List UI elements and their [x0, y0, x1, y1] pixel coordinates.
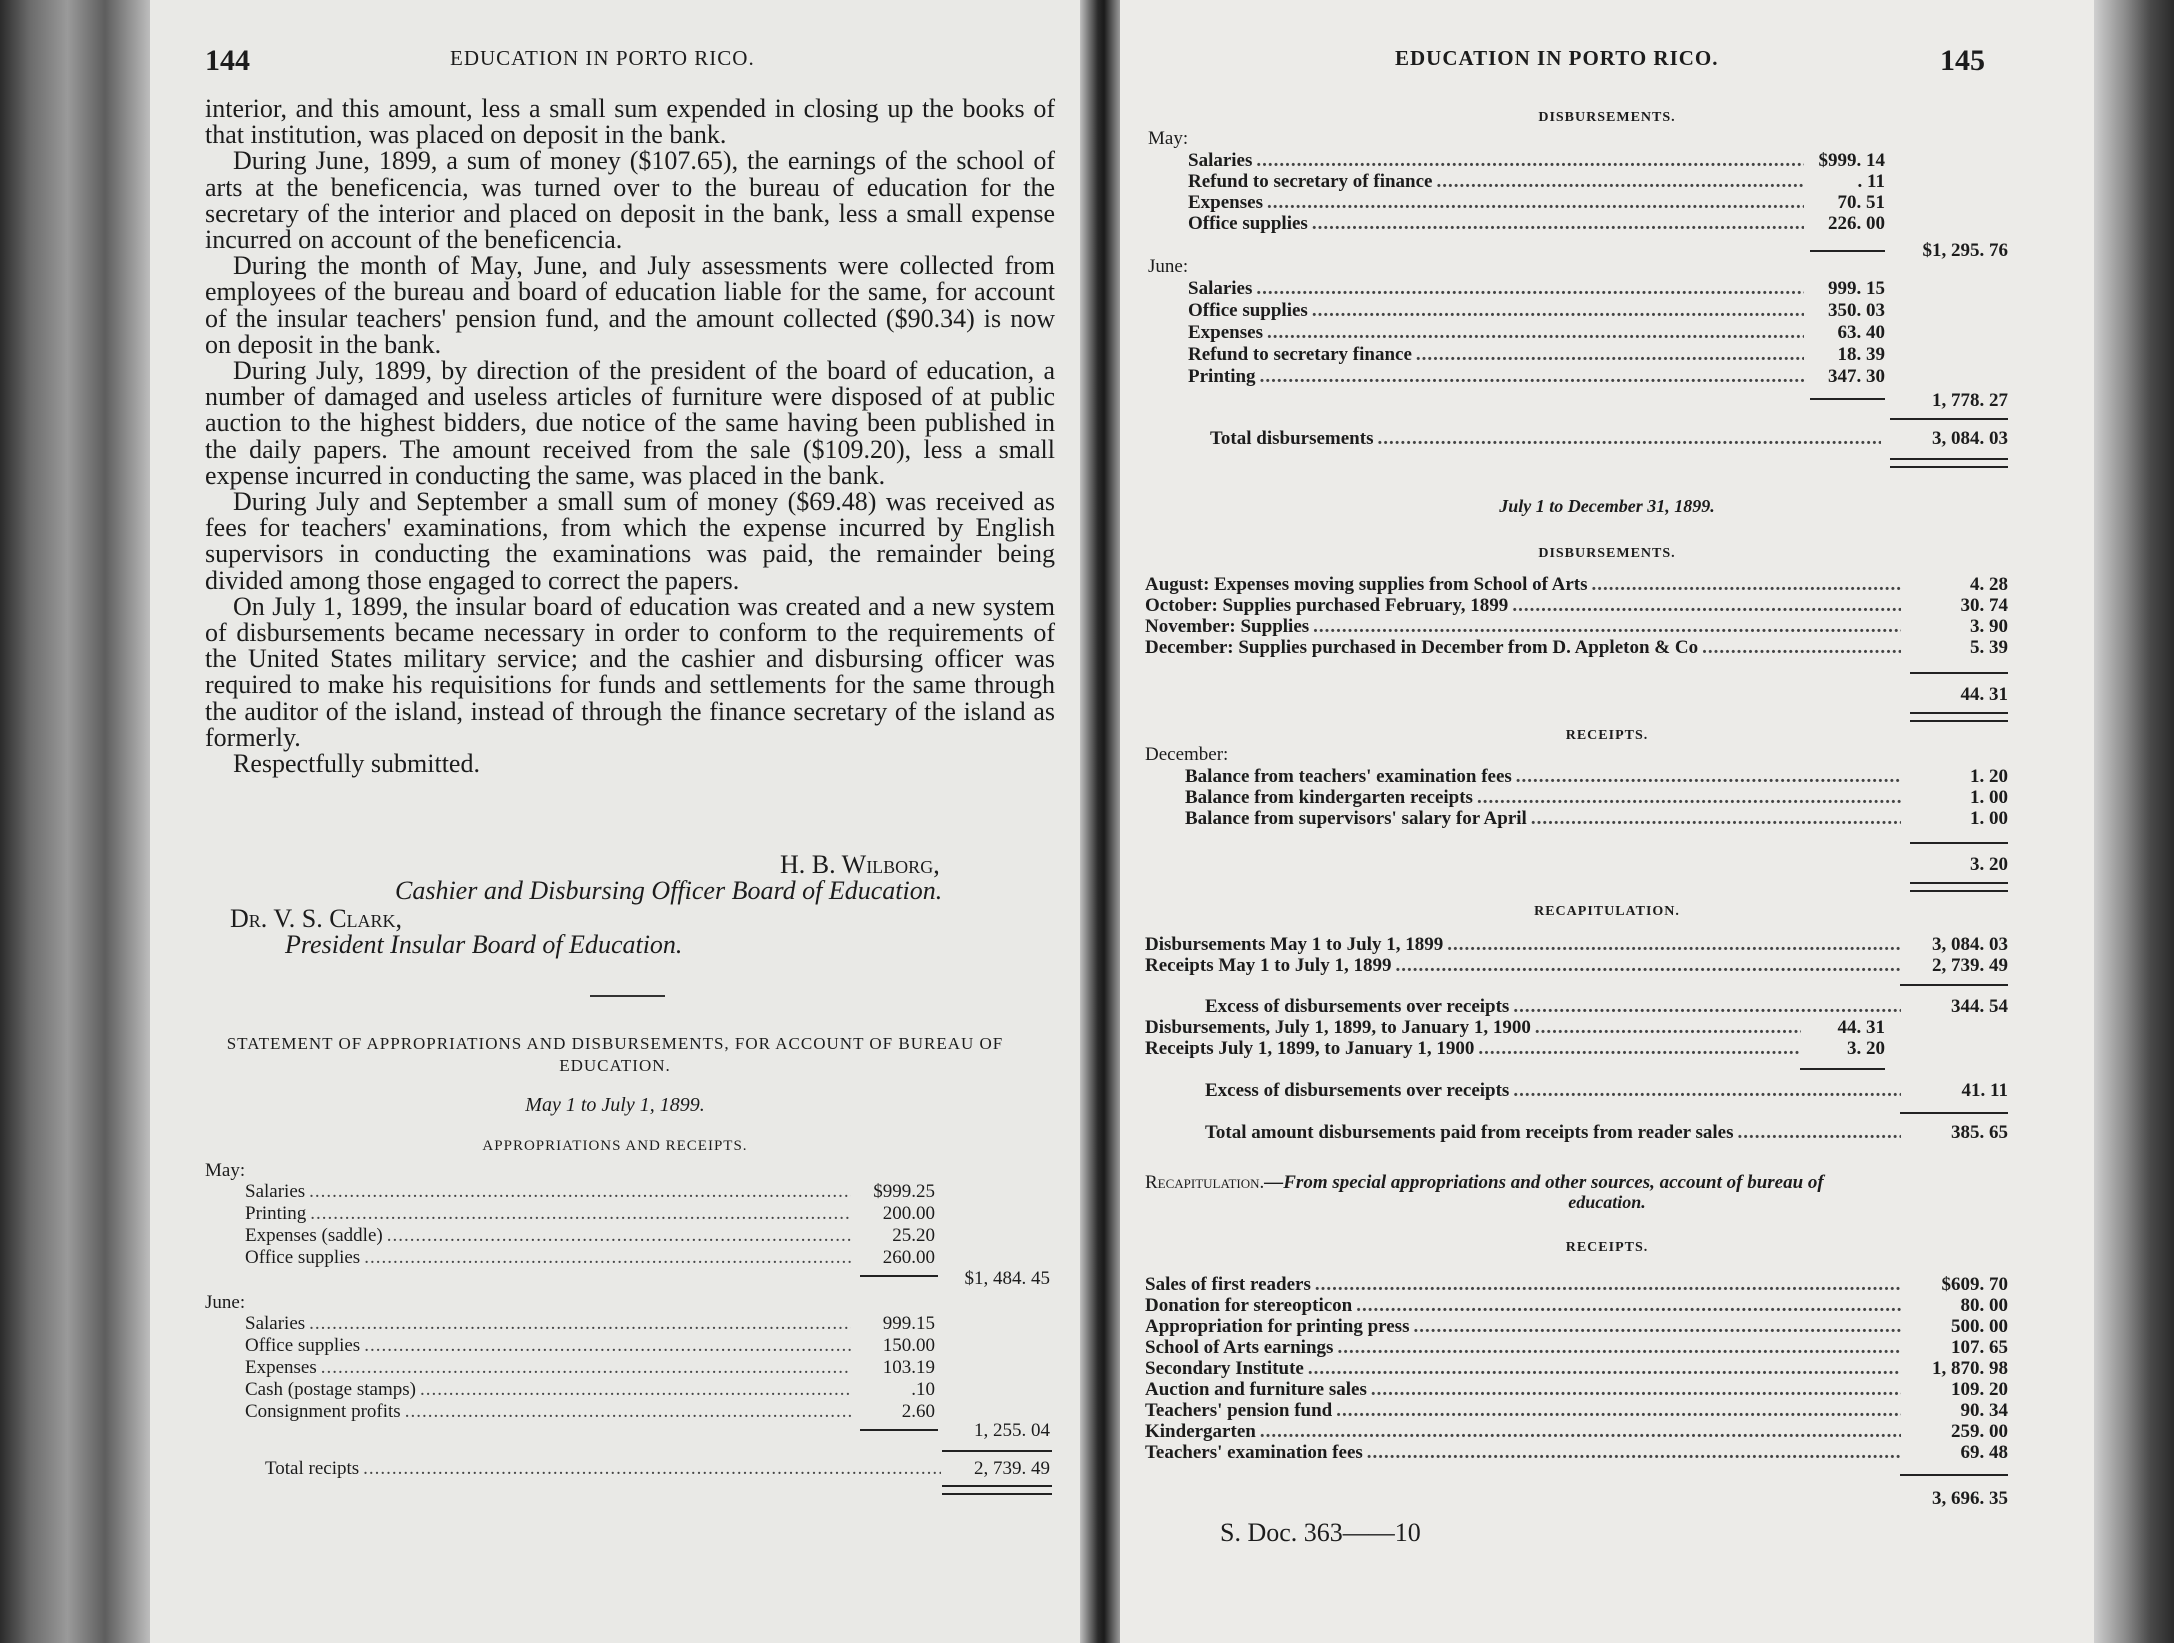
addressee-title: President Insular Board of Education. [285, 930, 683, 959]
double-rule [1910, 712, 2008, 722]
month-label: May: [205, 1160, 246, 1181]
ledger-row: Expenses ..... [245, 1357, 855, 1379]
month-total: 1, 778. 27 [1932, 390, 2008, 411]
ledger-amount: 226. 00 [1828, 213, 1885, 234]
grand-total: 3, 084. 03 [1932, 428, 2008, 449]
recapitulation-subheading [1145, 1172, 2013, 1194]
ledger-amount: 70. 51 [1837, 192, 1885, 213]
report-body [205, 96, 1055, 777]
sum-rule [1900, 984, 2008, 986]
ledger-amount: 3, 084. 03 [1932, 934, 2008, 955]
ledger-amount: 107. 65 [1951, 1337, 2008, 1358]
ledger-row: Expenses (saddle) ..... [245, 1225, 855, 1247]
ledger-amount: 344. 54 [1951, 996, 2008, 1017]
ledger-amount: 30. 74 [1960, 595, 2008, 616]
ledger-row: Receipts May 1 to July 1, 1899 ..... [1145, 955, 1905, 977]
sum-rule [1810, 398, 1885, 400]
ledger-amount: 80. 00 [1960, 1295, 2008, 1316]
ledger-row: Appropriation for printing press ..... [1145, 1316, 1905, 1338]
statement-heading: STATEMENT OF APPROPRIATIONS AND DISBURSEMENTS, FOR ACCOUNT OF BUREAU OF [226, 1034, 1004, 1053]
ledger-row: Refund to secretary finance ..... [1188, 344, 1808, 366]
signer-title: Cashier and Disbursing Officer Board of Education. [395, 876, 943, 905]
ledger-amount: 200.00 [882, 1203, 935, 1224]
ledger-amount: 2, 739. 49 [1932, 955, 2008, 976]
sum-rule [942, 1450, 1052, 1452]
ledger-row: Expenses ..... [1188, 192, 1808, 214]
ledger-amount: 69. 48 [1960, 1442, 2008, 1463]
ledger-row: Salaries ..... [245, 1313, 855, 1335]
double-rule [942, 1485, 1052, 1495]
ledger-amount: 1, 870. 98 [1932, 1358, 2008, 1379]
paragraph: During July and September a small sum of money ($69.48) was received as fees for teachers' examinations, from which the expense incurred by English supervisors in conducting the examinations was paid, the remainder being divided among those engaged to correct the papers. [205, 487, 1055, 595]
sum-rule [1910, 842, 2008, 844]
sum-rule [860, 1429, 938, 1431]
month-label: December: [1145, 744, 1229, 765]
ledger-amount: 150.00 [882, 1335, 935, 1356]
right-page [1120, 0, 2094, 1643]
disbursements-heading: DISBURSEMENTS. [1538, 546, 1676, 561]
section-total: 44. 31 [1960, 684, 2008, 705]
ledger-row: Office supplies ..... [245, 1247, 855, 1269]
addressee-name: Dr. V. S. Clark, [230, 904, 403, 933]
ledger-amount: 1. 00 [1970, 787, 2008, 808]
ledger-row: Salaries ..... [245, 1181, 855, 1203]
ledger-amount: 63. 40 [1837, 322, 1885, 343]
recap-line-2: education. [1568, 1192, 1646, 1212]
sum-rule [1800, 1068, 1885, 1070]
ledger-row: August: Expenses moving supplies from School of Arts ..... [1145, 574, 1905, 596]
grand-total: 3, 696. 35 [1932, 1488, 2008, 1509]
ledger-row: Balance from supervisors' salary for April ..... [1185, 808, 1905, 830]
ledger-row: Salaries ..... [1188, 150, 1808, 172]
month-label: June: [1148, 256, 1189, 277]
sum-rule [1900, 1112, 2008, 1114]
ledger-row: Printing ..... [1188, 366, 1808, 388]
ledger-amount: $999. 14 [1818, 150, 1885, 171]
sum-rule [860, 1275, 938, 1277]
grand-total: 385. 65 [1951, 1122, 2008, 1143]
page-number-right: 145 [1940, 44, 1985, 77]
recap-rest: —From special appropriations and other sources, account of bureau of [1264, 1172, 1824, 1193]
ledger-row: Office supplies ..... [1188, 213, 1808, 235]
closing: Respectfully submitted. [233, 749, 480, 779]
sum-rule [1810, 250, 1885, 252]
ledger-row: Total amount disbursements paid from receipts from reader sales ..... [1205, 1122, 1905, 1144]
ledger-row: Teachers' pension fund ..... [1145, 1400, 1905, 1422]
ledger-amount: 3. 20 [1847, 1038, 1885, 1059]
ledger-row: November: Supplies ..... [1145, 616, 1905, 638]
ledger-row: Kindergarten ..... [1145, 1421, 1905, 1443]
ledger-row: Consignment profits ..... [245, 1401, 855, 1423]
sum-rule [1910, 672, 2008, 674]
ledger-row: Sales of first readers ..... [1145, 1274, 1905, 1296]
ledger-amount: 347. 30 [1828, 366, 1885, 387]
sum-rule [1890, 418, 2008, 420]
ledger-amount: 999. 15 [1828, 278, 1885, 299]
ledger-row: Receipts July 1, 1899, to January 1, 1900 ..... [1145, 1038, 1805, 1060]
ledger-amount: 1. 00 [1970, 808, 2008, 829]
ledger-row: School of Arts earnings ..... [1145, 1337, 1905, 1359]
ledger-amount: $999.25 [873, 1181, 935, 1202]
ledger-row: Auction and furniture sales ..... [1145, 1379, 1905, 1401]
double-rule [1910, 882, 2008, 892]
ledger-row: Teachers' examination fees ..... [1145, 1442, 1905, 1464]
ledger-amount: 109. 20 [1951, 1379, 2008, 1400]
month-total: $1, 484. 45 [964, 1268, 1050, 1289]
period-heading: July 1 to December 31, 1899. [1499, 496, 1715, 516]
statement-period: May 1 to July 1, 1899. [525, 1094, 705, 1116]
ledger-row: Expenses ..... [1188, 322, 1808, 344]
ledger-amount: 5. 39 [1970, 637, 2008, 658]
ledger-row: Total recipts ..... [265, 1458, 945, 1480]
ledger-row: October: Supplies purchased February, 1899 ..... [1145, 595, 1905, 617]
ledger-amount: 350. 03 [1828, 300, 1885, 321]
ledger-amount: 999.15 [882, 1313, 935, 1334]
ledger-amount: 18. 39 [1837, 344, 1885, 365]
statement-heading-2: EDUCATION. [559, 1056, 671, 1075]
ledger-amount: 25.20 [892, 1225, 935, 1246]
ledger-row: Excess of disbursements over receipts ..... [1205, 1080, 1905, 1102]
paragraph: During June, 1899, a sum of money ($107.65), the earnings of the school of arts at the beneficencia, was turned over to the bureau of education for the secretary of the interior and placed on deposit in the bank, less a small expense incurred on account of the beneficencia. [205, 146, 1055, 255]
ledger-row: Disbursements May 1 to July 1, 1899 ..... [1145, 934, 1905, 956]
ledger-row: Cash (postage stamps) ..... [245, 1379, 855, 1401]
ledger-row: Office supplies ..... [245, 1335, 855, 1357]
ledger-amount: .10 [911, 1379, 935, 1400]
section-heading: APPROPRIATIONS AND RECEIPTS. [482, 1138, 748, 1154]
page-number-left: 144 [205, 44, 250, 77]
ledger-row: December: Supplies purchased in December from D. Appleton & Co ..... [1145, 637, 1905, 659]
ledger-amount: 103.19 [882, 1357, 935, 1378]
ledger-row: Donation for stereopticon ..... [1145, 1295, 1905, 1317]
book-binding-right [2094, 0, 2174, 1643]
ledger-row: Salaries ..... [1188, 278, 1808, 300]
ledger-row: Office supplies ..... [1188, 300, 1808, 322]
grand-total: 2, 739. 49 [974, 1458, 1050, 1479]
ledger-amount: 1. 20 [1970, 766, 2008, 787]
ledger-amount: . 11 [1857, 171, 1885, 192]
ledger-amount: 90. 34 [1960, 1400, 2008, 1421]
paragraph: interior, and this amount, less a small sum expended in closing up the books of that institution, was placed on deposit in the bank. [205, 94, 1055, 150]
paragraph: During July, 1899, by direction of the president of the board of education, a number of damaged and useless articles of furniture were disposed of at public auction to the highest bidders, due notice of the same having been published in the daily papers. The amount received from the sale ($109.20), less a small expense incurred in conducting the same, was placed in the bank. [205, 356, 1055, 490]
month-label: June: [205, 1292, 246, 1313]
ledger-row: Printing ..... [245, 1203, 855, 1225]
month-total: $1, 295. 76 [1922, 240, 2008, 261]
signer-name: H. B. Wilborg, [780, 850, 940, 879]
month-label: May: [1148, 128, 1189, 149]
ledger-amount: 2.60 [901, 1401, 935, 1422]
ledger-amount: 4. 28 [1970, 574, 2008, 595]
ledger-amount: 500. 00 [1951, 1316, 2008, 1337]
left-page [150, 0, 1080, 1643]
ledger-row: Excess of disbursements over receipts ..... [1205, 996, 1905, 1018]
paragraph: On July 1, 1899, the insular board of education was created and a new system of disbursements became necessary in order to conform to the requirements of the United States military service; and the cashier and disbursing officer was required to make his requisitions for funds and settlements for the same through the auditor of the island, instead of through the finance secretary of the island as formerly. [205, 591, 1055, 752]
paragraph: During the month of May, June, and July assessments were collected from employees of the bureau and board of education liable for the same, for account of the insular teachers' pension fund, and the amount collected ($90.34) is now on deposit in the bank. [205, 251, 1055, 359]
ledger-row: Refund to secretary of finance ..... [1188, 171, 1808, 193]
ledger-amount: 41. 11 [1961, 1080, 2008, 1101]
ledger-row: Disbursements, July 1, 1899, to January 1, 1900 ..... [1145, 1017, 1805, 1039]
ledger-row: Balance from kindergarten receipts ..... [1185, 787, 1905, 809]
ledger-amount: 3. 90 [1970, 616, 2008, 637]
book-binding-left [0, 0, 150, 1643]
receipts-heading-2: RECEIPTS. [1565, 1240, 1649, 1255]
ledger-amount: 260.00 [882, 1247, 935, 1268]
ledger-row: Balance from teachers' examination fees ..... [1185, 766, 1905, 788]
section-divider [590, 995, 665, 997]
receipts-heading: RECEIPTS. [1565, 728, 1649, 743]
ledger-amount: 44. 31 [1837, 1017, 1885, 1038]
ledger-amount: $609. 70 [1941, 1274, 2008, 1295]
double-rule [1890, 458, 2008, 468]
recap-lead: Recapitulation. [1145, 1172, 1265, 1193]
ledger-row: Total disbursements ..... [1210, 428, 1885, 450]
signature-mark: S. Doc. 363——10 [1220, 1518, 1421, 1547]
running-title-left: EDUCATION IN PORTO RICO. [450, 46, 755, 70]
month-total: 1, 255. 04 [974, 1420, 1050, 1441]
disbursements-heading: DISBURSEMENTS. [1538, 110, 1676, 125]
book-gutter [1080, 0, 1120, 1643]
ledger-amount: 259. 00 [1951, 1421, 2008, 1442]
ledger-row: Secondary Institute ..... [1145, 1358, 1905, 1380]
sum-rule [1900, 1474, 2008, 1476]
running-title-right: EDUCATION IN PORTO RICO. [1395, 46, 1719, 70]
section-total: 3. 20 [1970, 854, 2008, 875]
recapitulation-heading: RECAPITULATION. [1534, 904, 1680, 919]
